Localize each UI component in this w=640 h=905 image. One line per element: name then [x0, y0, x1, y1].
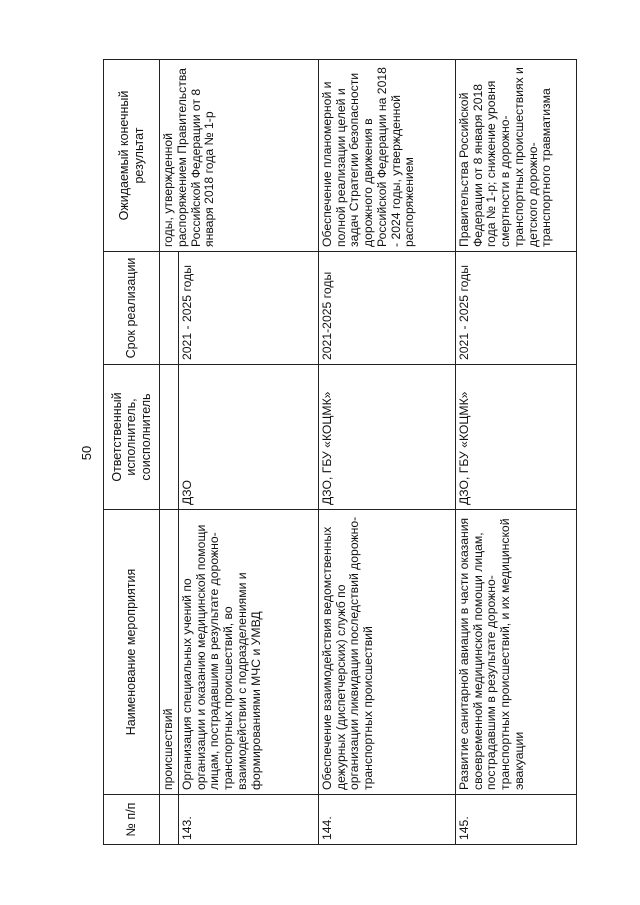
row-144-name: Обеспечение взаимодействия ведомственных дежурных (диспетчерских) служб по организации ликвидации последствий дорожно-транспортных происшествий — [318, 510, 455, 795]
row-143-term: 2021 - 2025 годы — [178, 252, 318, 365]
row-144-result: Обеспечение планомерной и полной реализации целей и задач Стратегии безопасности дорожного движения в Российской Федерации на 2018 - 2024 годы, утвержденной распоряжением — [318, 60, 455, 252]
row-cont-name: происшествий — [160, 510, 179, 795]
row-cont-term — [160, 252, 179, 365]
row-cont-result: годы, утвержденной распоряжением Правительства Российской Федерации от 8 января 2018 года № 1-р — [160, 60, 319, 252]
row-145-term: 2021 - 2025 годы — [455, 252, 576, 365]
header-name: Наименование мероприятия — [104, 510, 160, 795]
page-number: 50 — [79, 445, 94, 461]
header-responsible: Ответственный исполнитель, соисполнитель — [104, 365, 160, 510]
header-term: Срок реализации — [104, 252, 160, 365]
table-row — [318, 60, 455, 845]
row-143-num: 143. — [178, 795, 318, 845]
row-145-num: 145. — [455, 795, 576, 845]
row-145-responsible: ДЗО, ГБУ «КОЦМК» — [455, 365, 576, 510]
table-row — [160, 60, 179, 845]
row-145-result: Правительства Российской Федерации от 8 января 2018 года № 1-р; снижение уровня смертности в дорожно-транспортных происшествиях и детского дорожно-транспортного травматизма — [455, 60, 576, 252]
row-144-responsible: ДЗО, ГБУ «КОЦМК» — [318, 365, 455, 510]
header-num: № п/п — [104, 795, 160, 845]
row-145-name: Развитие санитарной авиации в части оказания своевременной медицинской помощи лицам, пострадавшим в результате дорожно-транспортных происшествий, и их медицинской эвакуации — [455, 510, 576, 795]
row-144-term: 2021-2025 годы — [318, 252, 455, 365]
rotated-table-wrapper — [103, 60, 554, 845]
events-table — [103, 59, 577, 845]
header-result: Ожидаемый конечный результат — [104, 60, 160, 252]
row-144-num: 144. — [318, 795, 455, 845]
row-cont-num — [160, 795, 179, 845]
table-row — [455, 60, 576, 845]
row-cont-responsible — [160, 365, 179, 510]
table-header-row — [104, 60, 160, 845]
row-143-name: Организация специальных учений по организации и оказанию медицинской помощи лицам, пострадавшим в результате дорожно-транспортных происшествий, во взаимодействии с подразделениями и формированиями МЧС и УМВД — [178, 510, 318, 795]
row-143-responsible: ДЗО — [178, 365, 318, 510]
